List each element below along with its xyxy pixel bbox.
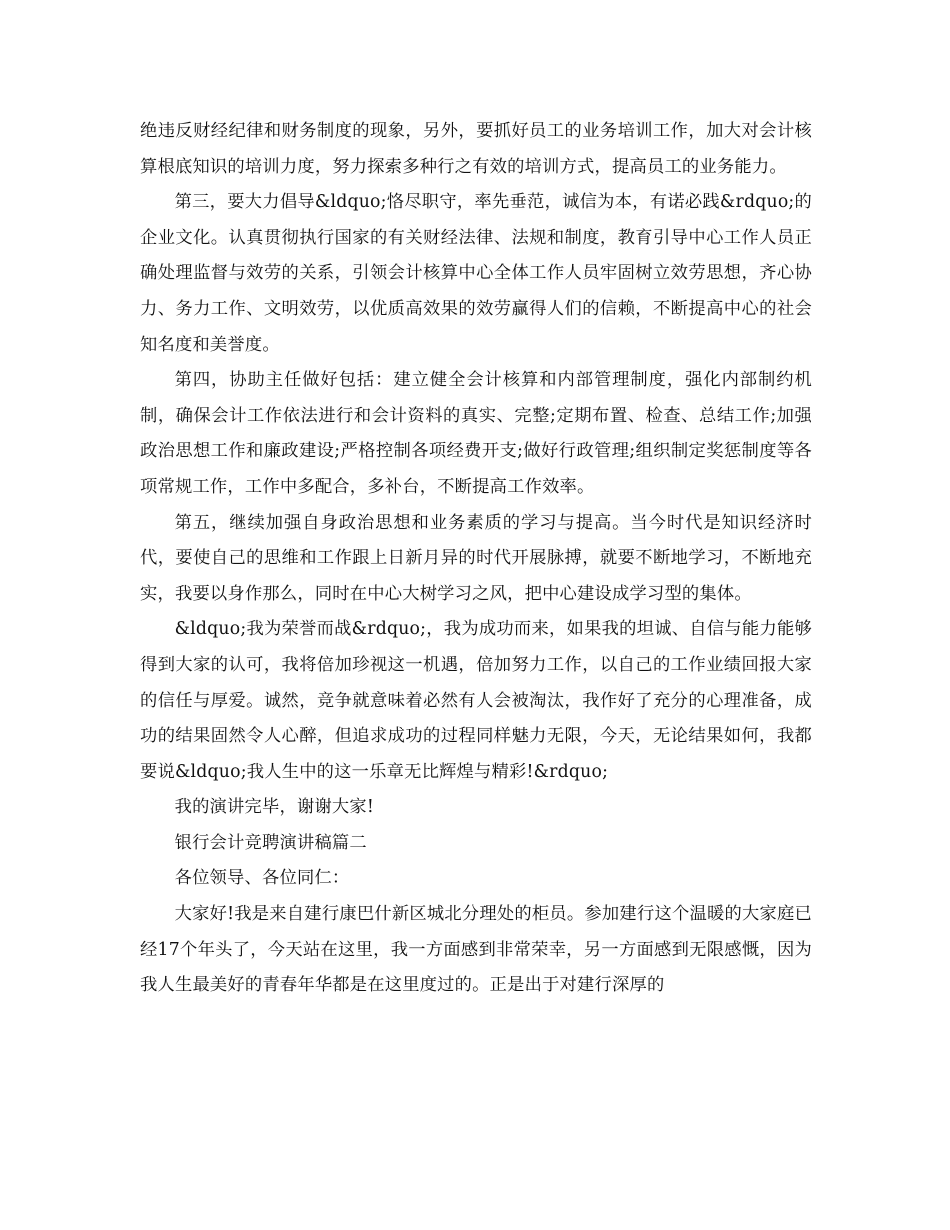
paragraph-closing-statement: &ldquo;我为荣誉而战&rdquo;，我为成功而来，如果我的坦诚、自信与能力能够得到大家的认可，我将倍加珍视这一机遇，倍加努力工作，以自己的工作业绩回报大家的信任与厚爱。诚然，竞争就意味着必然有人会被淘汰，我作好了充分的心理准备，成功的结果固然令人心醉，但追求成功的过程同样魅力无限，今天，无论结果如何，我都要说&ldquo;我人生中的这一乐章无比辉煌与精彩!&rdquo; — [140, 619, 812, 782]
paragraph-continued: 绝违反财经纪律和财务制度的现象，另外，要抓好员工的业务培训工作，加大对会计核算根底知识的培训力度，努力探索多种行之有效的培训方式，提高员工的业务能力。 — [140, 121, 812, 177]
paragraph-thanks: 我的演讲完毕，谢谢大家! — [174, 797, 375, 818]
paragraph-third-point: 第三，要大力倡导&ldquo;恪尽职守，率先垂范，诚信为本，有诺必践&rdquo;的企业文化。认真贯彻执行国家的有关财经法律、法规和制度，教育引导中心工作人员正确处理监督与效劳的关系，引领会计核算中心全体工作人员牢固树立效劳思想，齐心协力、务力工作、文明效劳，以优质高效果的效劳赢得人们的信赖，不断提高中心的社会知名度和美誉度。 — [140, 192, 812, 355]
paragraph-introduction: 大家好!我是来自建行康巴什新区城北分理处的柜员。参加建行这个温暖的大家庭已经17个年头了，今天站在这里，我一方面感到非常荣幸，另一方面感到无限感慨，因为我人生最美好的青春年华都是在这里度过的。正是出于对建行深厚的 — [140, 904, 812, 996]
paragraph-fourth-point: 第四，协助主任做好包括：建立健全会计核算和内部管理制度，强化内部制约机制，确保会计工作依法进行和会计资料的真实、完整;定期布置、检查、总结工作;加强政治思想工作和廉政建设;严格控制各项经费开支;做好行政管理;组织制定奖惩制度等各项常规工作，工作中多配合，多补台，不断提高工作效率。 — [140, 370, 812, 497]
section-heading: 银行会计竞聘演讲稿篇二 — [174, 832, 367, 853]
document-body — [140, 114, 812, 1004]
salutation: 各位领导、各位同仁： — [174, 868, 350, 889]
paragraph-fifth-point: 第五，继续加强自身政治思想和业务素质的学习与提高。当今时代是知识经济时代，要使自己的思维和工作跟上日新月异的时代开展脉搏，就要不断地学习，不断地充实，我要以身作那么，同时在中心大树学习之风，把中心建设成学习型的集体。 — [140, 512, 812, 604]
